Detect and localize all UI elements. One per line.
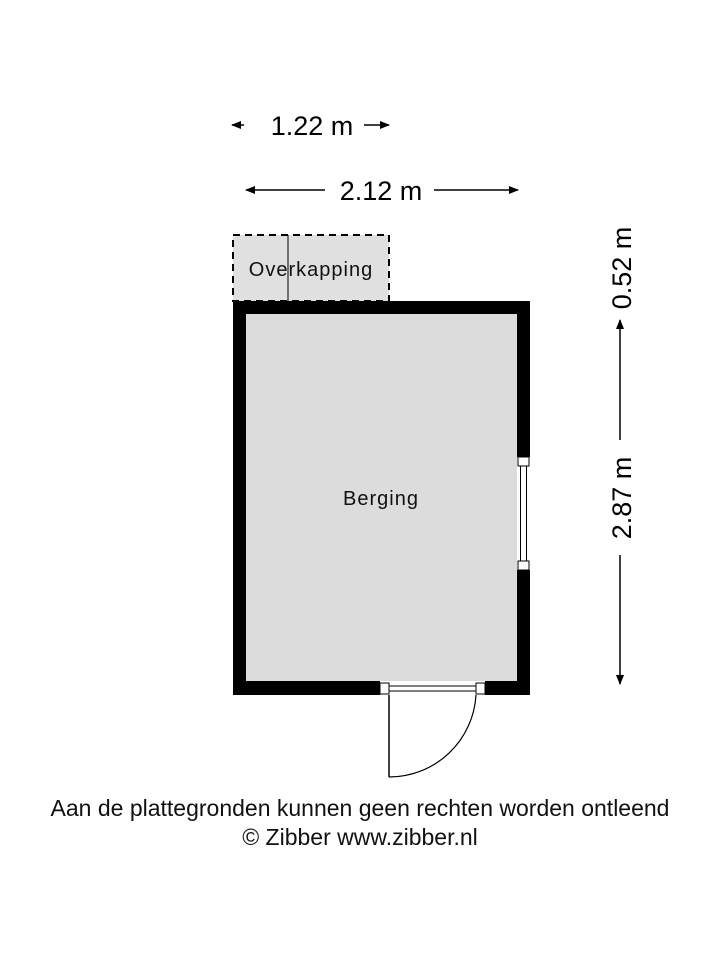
room-overkapping bbox=[233, 235, 389, 301]
door-opening bbox=[380, 681, 485, 695]
copyright-text: © Zibber www.zibber.nl bbox=[242, 824, 478, 850]
dimension-total-width bbox=[246, 176, 518, 206]
dimension-vertical bbox=[607, 227, 637, 684]
dimension-label-room-depth: 2.87 m bbox=[607, 456, 637, 540]
door-swing-arc bbox=[389, 695, 476, 777]
dimension-label-overhang-depth: 0.52 m bbox=[607, 226, 637, 310]
window-opening bbox=[517, 457, 530, 570]
door-frame-left bbox=[380, 683, 389, 694]
disclaimer-text: Aan de plattegronden kunnen geen rechten worden ontleend bbox=[50, 795, 670, 821]
room-berging bbox=[233, 301, 530, 777]
dimension-label-total-width: 2.12 m bbox=[339, 176, 423, 206]
window-frame-top bbox=[518, 457, 529, 466]
door-frame-right bbox=[476, 683, 485, 694]
room-label-overkapping: Overkapping bbox=[248, 259, 374, 281]
dimension-label-top-width: 1.22 m bbox=[270, 111, 354, 141]
window-frame-bottom bbox=[518, 561, 529, 570]
room-label-berging: Berging bbox=[343, 488, 419, 510]
dimension-top-width bbox=[232, 111, 389, 141]
